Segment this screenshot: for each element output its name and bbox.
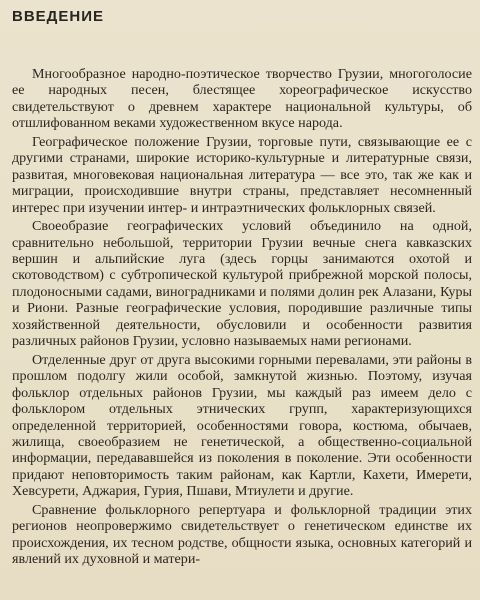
paragraph-4: Отделенные друг от друга высокими горными перевалами, эти районы в прошлом подолгу жили особой, замкнутой жизнью. Поэтому, изучая фольклор отдельных районов Грузии, мы каждый раз имеем дело с фольклором отдельных этнических групп, характеризующихся определенной территорией, особенностями говора, костюма, обычаев, жилища, своеобразием не генетической, а общественно-социальной информации, передававшейся из поколения в поколение. Эти особенности придают неповторимость таким районам, как Картли, Кахети, Имерети, Хевсурети, Аджария, Гурия, Пшави, Мтиулети и другие.: [12, 351, 472, 500]
paragraph-2: Географическое положение Грузии, торговые пути, связывающие ее с другими странами, широкие историко-культурные и литературные связи, развитая, многовековая национальная литература — все это, так же как и миграции, происходившие внутри страны, представляет несомненный интерес при изучении интер- и интраэтнических фольклорных связей.: [12, 133, 472, 216]
paragraph-1: Многообразное народно-поэтическое творчество Грузии, многоголосие ее народных песен, блестящее хореографическое искусство свидетельствуют о древнем характере национальной культуры, об отшлифованном веками художественном вкусе народа.: [12, 66, 472, 132]
paragraph-5: Сравнение фольклорного репертуара и фольклорной традиции этих регионов неопровержимо свидетельствует о генетическом единстве их происхождения, их тесном родстве, общности языка, основных категорий и явлений их духовной и матери-: [12, 501, 472, 568]
section-heading: ВВЕДЕНИЕ: [12, 8, 104, 25]
paragraph-3: Своеобразие географических условий объединило на одной, сравнительно небольшой, территории Грузии вечные снега кавказских вершин и альпийские луга (здесь горцы занимаются охотой и скотоводством) с субтропической культурой прибрежной морской полосы, плодоносными садами, виноградниками и полями долин рек Алазани, Куры и Риони. Разные географические условия, породившие различные типы хозяйственной деятельности, обусловили и особенности развития различных районов Грузии, условно называемых нами регионами.: [12, 218, 472, 350]
body-text: [12, 66, 472, 568]
